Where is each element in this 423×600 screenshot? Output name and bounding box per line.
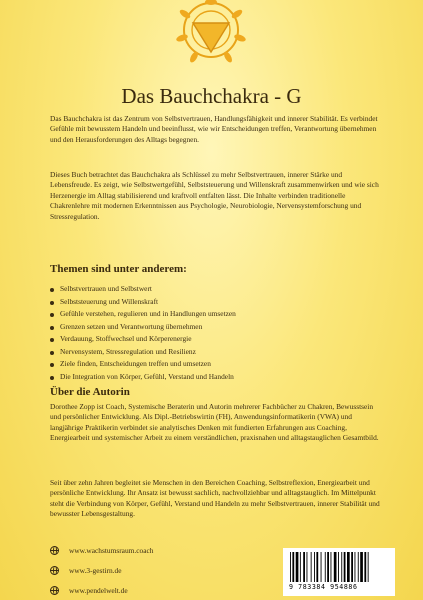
barcode-bar	[314, 552, 315, 582]
isbn-number: 9 783384 954886	[289, 583, 358, 591]
author-paragraph-2: Seit über zehn Jahren begleitet sie Menschen in den Bereichen Coaching, Selbstreflexion, Energiearbeit und persönliche Entwicklung. Ihr Ansatz ist bewusst sachlich, nachvollziehbar und alltagstauglich. Im Mittelpunkt steht die Verbindung von Körper, Gefühl, Verstand und Handeln zu mehr Selbstvertrauen, innerer Stabilität und bewusster Lebensgestaltung.	[50, 478, 380, 519]
barcode-bar	[351, 552, 353, 582]
list-item: Die Integration von Körper, Gefühl, Verstand und Handeln	[50, 371, 380, 384]
bullet-icon	[50, 338, 54, 342]
website-link-1[interactable]	[50, 540, 154, 560]
barcode-bar	[300, 552, 301, 582]
barcode-bar	[311, 552, 312, 582]
bullet-icon	[50, 326, 54, 330]
barcode-bar	[368, 552, 369, 582]
barcode-bar	[364, 552, 366, 582]
barcode-bar	[292, 552, 294, 582]
list-item: Grenzen setzen und Verantwortung übernehmen	[50, 321, 380, 334]
barcode-bar	[355, 552, 356, 582]
list-item: Verdauung, Stoffwechsel und Körperenergie	[50, 333, 380, 346]
bullet-icon	[50, 301, 54, 305]
barcode-bar	[296, 552, 299, 582]
barcode-bar	[303, 552, 305, 582]
globe-icon	[50, 566, 59, 575]
barcode-bar	[316, 552, 318, 582]
list-item: Ziele finden, Entscheidungen treffen und umsetzen	[50, 358, 380, 371]
barcode-bar	[307, 552, 308, 582]
website-links	[50, 540, 154, 600]
bullet-icon	[50, 313, 54, 317]
barcode-bar	[338, 552, 339, 582]
barcode-bar	[321, 552, 322, 582]
barcode-bar	[327, 552, 329, 582]
website-link-3[interactable]	[50, 580, 154, 600]
author-heading: Über die Autorin	[50, 386, 130, 398]
barcode-bar	[290, 552, 291, 582]
topics-list	[50, 283, 380, 383]
barcode-bar	[344, 552, 346, 582]
barcode-bar	[325, 552, 326, 582]
isbn-barcode	[283, 548, 395, 596]
bullet-icon	[50, 351, 54, 355]
barcode-bar	[347, 552, 350, 582]
barcode-bar	[331, 552, 332, 582]
list-item: Selbststeuerung und Willenskraft	[50, 296, 380, 309]
barcode-bar	[360, 552, 363, 582]
solar-plexus-chakra-icon	[166, 0, 256, 80]
book-title: Das Bauchchakra - G	[121, 84, 302, 108]
barcode-bar	[341, 552, 342, 582]
globe-icon	[50, 586, 59, 595]
bullet-icon	[50, 363, 54, 367]
list-item: Selbstvertrauen und Selbstwert	[50, 283, 380, 296]
barcode-icon	[289, 552, 389, 582]
barcode-bar	[334, 552, 337, 582]
list-item: Nervensystem, Stressregulation und Resilienz	[50, 346, 380, 359]
bullet-icon	[50, 288, 54, 292]
website-link-text[interactable]: www.pendelwelt.de	[69, 585, 128, 595]
intro-paragraph-1: Das Bauchchakra ist das Zentrum von Selbstvertrauen, Handlungsfähigkeit und innerer Stabilität. Es verbindet Gefühle mit bewusstem Handeln und beeinflusst, wie wir Entscheidungen treffen, Verantwortung übernehmen und den Herausforderungen des Alltags begegnen.	[50, 114, 378, 144]
website-link-text[interactable]: www.wachstumsraum.coach	[69, 545, 154, 555]
topics-heading: Themen sind unter anderem:	[50, 263, 187, 275]
barcode-bar	[358, 552, 359, 582]
intro-paragraph-2: Dieses Buch betrachtet das Bauchchakra als Schlüssel zu mehr Selbstvertrauen, innerer Stärke und Lebensfreude. Es zeigt, wie Selbstwertgefühl, Selbststeuerung und Willenskraft zusammenwirken und wie sich Herzenergie im Alltag stabilisierend und kraftvoll entfalten lässt. Die Inhalte verbinden traditionelle Chakrenlehre mit modernen Erkenntnissen aus Psychologie, Neurobiologie, Nervensystemforschung und Stressregulation.	[50, 170, 379, 221]
list-item: Gefühle verstehen, regulieren und in Handlungen umsetzen	[50, 308, 380, 321]
bullet-icon	[50, 376, 54, 380]
website-link-2[interactable]	[50, 560, 154, 580]
globe-icon	[50, 546, 59, 555]
author-paragraph-1: Dorothee Zopp ist Coach, Systemische Beraterin und Autorin mehrerer Fachbücher zu Chakren, Bewusstsein und persönlicher Entwicklung. Als Dipl.-Betriebswirtin (FH), Anwendungsinformatikerin (VWA) und langjährige Praktikerin verbindet sie analytisches Denken mit fundierten Erfahrungen aus Coaching, Energiearbeit und systemischer Arbeit zu einem verständlichen, praxisnahen und alltagstauglichen Gesamtbild.	[50, 402, 379, 443]
website-link-text[interactable]: www.3-gestirn.de	[69, 565, 122, 575]
